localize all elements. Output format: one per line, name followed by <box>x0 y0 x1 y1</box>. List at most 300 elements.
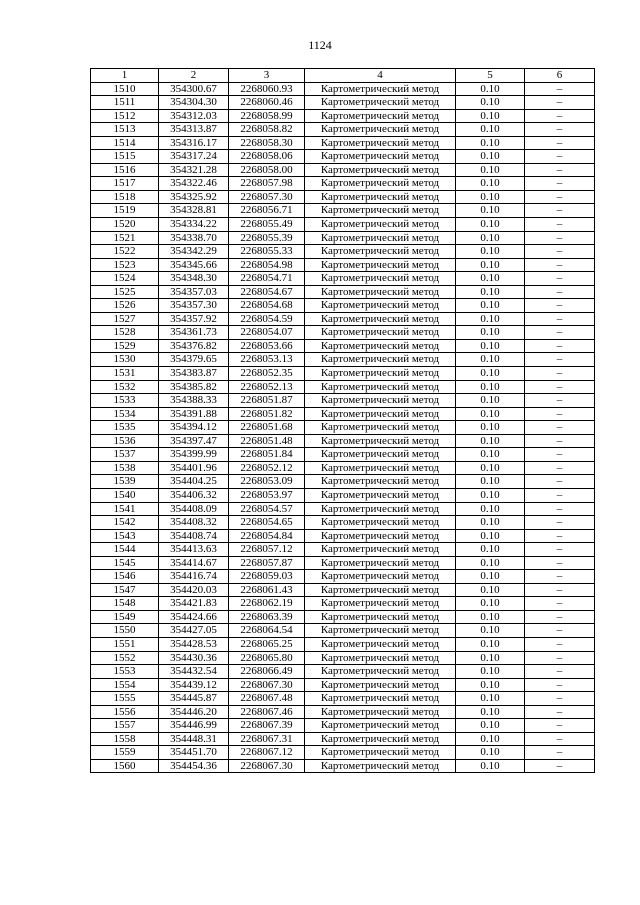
accuracy-cell: 0.10 <box>456 583 525 597</box>
x-coordinate-cell: 354424.66 <box>159 610 229 624</box>
y-coordinate-cell: 2268052.35 <box>229 367 305 381</box>
x-coordinate-cell: 354408.74 <box>159 529 229 543</box>
table-row <box>91 109 595 123</box>
method-cell: Картометрический метод <box>305 637 456 651</box>
table-row <box>91 258 595 272</box>
description-cell: – <box>525 326 595 340</box>
point-number-cell: 1531 <box>91 367 159 381</box>
point-number-cell: 1546 <box>91 570 159 584</box>
description-cell: – <box>525 488 595 502</box>
point-number-cell: 1538 <box>91 461 159 475</box>
x-coordinate-cell: 354357.03 <box>159 285 229 299</box>
accuracy-cell: 0.10 <box>456 448 525 462</box>
x-coordinate-cell: 354445.87 <box>159 692 229 706</box>
accuracy-cell: 0.10 <box>456 218 525 232</box>
accuracy-cell: 0.10 <box>456 82 525 96</box>
table-row <box>91 272 595 286</box>
point-number-cell: 1533 <box>91 394 159 408</box>
table-row <box>91 705 595 719</box>
description-cell: – <box>525 245 595 259</box>
method-cell: Картометрический метод <box>305 597 456 611</box>
accuracy-cell: 0.10 <box>456 150 525 164</box>
x-coordinate-cell: 354446.99 <box>159 719 229 733</box>
accuracy-cell: 0.10 <box>456 475 525 489</box>
description-cell: – <box>525 353 595 367</box>
x-coordinate-cell: 354379.65 <box>159 353 229 367</box>
y-coordinate-cell: 2268052.13 <box>229 380 305 394</box>
y-coordinate-cell: 2268067.12 <box>229 746 305 760</box>
accuracy-cell: 0.10 <box>456 488 525 502</box>
point-number-cell: 1535 <box>91 421 159 435</box>
method-cell: Картометрический метод <box>305 380 456 394</box>
y-coordinate-cell: 2268054.68 <box>229 299 305 313</box>
description-cell: – <box>525 96 595 110</box>
x-coordinate-cell: 354357.30 <box>159 299 229 313</box>
x-coordinate-cell: 354454.36 <box>159 759 229 773</box>
description-cell: – <box>525 732 595 746</box>
y-coordinate-cell: 2268054.65 <box>229 516 305 530</box>
accuracy-cell: 0.10 <box>456 258 525 272</box>
method-cell: Картометрический метод <box>305 719 456 733</box>
table-row <box>91 326 595 340</box>
method-cell: Картометрический метод <box>305 218 456 232</box>
y-coordinate-cell: 2268058.06 <box>229 150 305 164</box>
x-coordinate-cell: 354383.87 <box>159 367 229 381</box>
coordinates-table <box>90 68 595 773</box>
point-number-cell: 1528 <box>91 326 159 340</box>
x-coordinate-cell: 354430.36 <box>159 651 229 665</box>
method-cell: Картометрический метод <box>305 488 456 502</box>
accuracy-cell: 0.10 <box>456 759 525 773</box>
accuracy-cell: 0.10 <box>456 637 525 651</box>
accuracy-cell: 0.10 <box>456 651 525 665</box>
table-row <box>91 190 595 204</box>
point-number-cell: 1527 <box>91 312 159 326</box>
accuracy-cell: 0.10 <box>456 272 525 286</box>
method-cell: Картометрический метод <box>305 759 456 773</box>
y-coordinate-cell: 2268067.48 <box>229 692 305 706</box>
method-cell: Картометрический метод <box>305 556 456 570</box>
method-cell: Картометрический метод <box>305 583 456 597</box>
y-coordinate-cell: 2268054.07 <box>229 326 305 340</box>
point-number-cell: 1549 <box>91 610 159 624</box>
x-coordinate-cell: 354439.12 <box>159 678 229 692</box>
y-coordinate-cell: 2268051.68 <box>229 421 305 435</box>
accuracy-cell: 0.10 <box>456 380 525 394</box>
y-coordinate-cell: 2268054.98 <box>229 258 305 272</box>
description-cell: – <box>525 150 595 164</box>
accuracy-cell: 0.10 <box>456 394 525 408</box>
accuracy-cell: 0.10 <box>456 96 525 110</box>
method-cell: Картометрический метод <box>305 651 456 665</box>
method-cell: Картометрический метод <box>305 163 456 177</box>
point-number-cell: 1513 <box>91 123 159 137</box>
x-coordinate-cell: 354388.33 <box>159 394 229 408</box>
accuracy-cell: 0.10 <box>456 597 525 611</box>
y-coordinate-cell: 2268054.71 <box>229 272 305 286</box>
y-coordinate-cell: 2268067.30 <box>229 759 305 773</box>
point-number-cell: 1521 <box>91 231 159 245</box>
point-number-cell: 1547 <box>91 583 159 597</box>
description-cell: – <box>525 719 595 733</box>
x-coordinate-cell: 354391.88 <box>159 407 229 421</box>
x-coordinate-cell: 354385.82 <box>159 380 229 394</box>
x-coordinate-cell: 354325.92 <box>159 190 229 204</box>
description-cell: – <box>525 502 595 516</box>
description-cell: – <box>525 218 595 232</box>
table-row <box>91 218 595 232</box>
method-cell: Картометрический метод <box>305 109 456 123</box>
method-cell: Картометрический метод <box>305 204 456 218</box>
description-cell: – <box>525 421 595 435</box>
point-number-cell: 1519 <box>91 204 159 218</box>
description-cell: – <box>525 163 595 177</box>
method-cell: Картометрический метод <box>305 434 456 448</box>
table-row <box>91 502 595 516</box>
description-cell: – <box>525 678 595 692</box>
description-cell: – <box>525 651 595 665</box>
point-number-cell: 1560 <box>91 759 159 773</box>
table-row <box>91 163 595 177</box>
x-coordinate-cell: 354420.03 <box>159 583 229 597</box>
column-header-6: 6 <box>525 69 595 83</box>
point-number-cell: 1545 <box>91 556 159 570</box>
y-coordinate-cell: 2268067.31 <box>229 732 305 746</box>
description-cell: – <box>525 516 595 530</box>
x-coordinate-cell: 354361.73 <box>159 326 229 340</box>
y-coordinate-cell: 2268051.84 <box>229 448 305 462</box>
table-row <box>91 570 595 584</box>
method-cell: Картометрический метод <box>305 475 456 489</box>
method-cell: Картометрический метод <box>305 190 456 204</box>
table-row <box>91 421 595 435</box>
description-cell: – <box>525 177 595 191</box>
y-coordinate-cell: 2268052.12 <box>229 461 305 475</box>
table-row <box>91 488 595 502</box>
accuracy-cell: 0.10 <box>456 299 525 313</box>
accuracy-cell: 0.10 <box>456 665 525 679</box>
x-coordinate-cell: 354413.63 <box>159 543 229 557</box>
accuracy-cell: 0.10 <box>456 177 525 191</box>
x-coordinate-cell: 354404.25 <box>159 475 229 489</box>
point-number-cell: 1525 <box>91 285 159 299</box>
description-cell: – <box>525 190 595 204</box>
y-coordinate-cell: 2268064.54 <box>229 624 305 638</box>
y-coordinate-cell: 2268059.03 <box>229 570 305 584</box>
y-coordinate-cell: 2268062.19 <box>229 597 305 611</box>
y-coordinate-cell: 2268061.43 <box>229 583 305 597</box>
table-row <box>91 312 595 326</box>
accuracy-cell: 0.10 <box>456 434 525 448</box>
point-number-cell: 1512 <box>91 109 159 123</box>
table-row <box>91 245 595 259</box>
point-number-cell: 1522 <box>91 245 159 259</box>
accuracy-cell: 0.10 <box>456 285 525 299</box>
description-cell: – <box>525 543 595 557</box>
accuracy-cell: 0.10 <box>456 109 525 123</box>
method-cell: Картометрический метод <box>305 299 456 313</box>
method-cell: Картометрический метод <box>305 570 456 584</box>
method-cell: Картометрический метод <box>305 529 456 543</box>
accuracy-cell: 0.10 <box>456 461 525 475</box>
y-coordinate-cell: 2268067.46 <box>229 705 305 719</box>
column-header-2: 2 <box>159 69 229 83</box>
accuracy-cell: 0.10 <box>456 204 525 218</box>
point-number-cell: 1555 <box>91 692 159 706</box>
method-cell: Картометрический метод <box>305 312 456 326</box>
method-cell: Картометрический метод <box>305 367 456 381</box>
description-cell: – <box>525 529 595 543</box>
x-coordinate-cell: 354328.81 <box>159 204 229 218</box>
method-cell: Картометрический метод <box>305 407 456 421</box>
point-number-cell: 1530 <box>91 353 159 367</box>
point-number-cell: 1554 <box>91 678 159 692</box>
accuracy-cell: 0.10 <box>456 407 525 421</box>
table-row <box>91 732 595 746</box>
y-coordinate-cell: 2268067.30 <box>229 678 305 692</box>
column-header-1: 1 <box>91 69 159 83</box>
accuracy-cell: 0.10 <box>456 502 525 516</box>
description-cell: – <box>525 272 595 286</box>
point-number-cell: 1544 <box>91 543 159 557</box>
method-cell: Картометрический метод <box>305 82 456 96</box>
x-coordinate-cell: 354317.24 <box>159 150 229 164</box>
table-row <box>91 123 595 137</box>
x-coordinate-cell: 354357.92 <box>159 312 229 326</box>
table-row <box>91 665 595 679</box>
x-coordinate-cell: 354312.03 <box>159 109 229 123</box>
x-coordinate-cell: 354448.31 <box>159 732 229 746</box>
table-row <box>91 177 595 191</box>
method-cell: Картометрический метод <box>305 502 456 516</box>
table-row <box>91 136 595 150</box>
table-row <box>91 583 595 597</box>
table-row <box>91 96 595 110</box>
accuracy-cell: 0.10 <box>456 746 525 760</box>
method-cell: Картометрический метод <box>305 353 456 367</box>
x-coordinate-cell: 354428.53 <box>159 637 229 651</box>
accuracy-cell: 0.10 <box>456 610 525 624</box>
y-coordinate-cell: 2268065.80 <box>229 651 305 665</box>
description-cell: – <box>525 665 595 679</box>
y-coordinate-cell: 2268053.09 <box>229 475 305 489</box>
description-cell: – <box>525 746 595 760</box>
method-cell: Картометрический метод <box>305 461 456 475</box>
point-number-cell: 1514 <box>91 136 159 150</box>
y-coordinate-cell: 2268053.13 <box>229 353 305 367</box>
method-cell: Картометрический метод <box>305 339 456 353</box>
x-coordinate-cell: 354376.82 <box>159 339 229 353</box>
method-cell: Картометрический метод <box>305 272 456 286</box>
description-cell: – <box>525 258 595 272</box>
description-cell: – <box>525 312 595 326</box>
x-coordinate-cell: 354408.32 <box>159 516 229 530</box>
method-cell: Картометрический метод <box>305 177 456 191</box>
x-coordinate-cell: 354397.47 <box>159 434 229 448</box>
table-row <box>91 759 595 773</box>
description-cell: – <box>525 204 595 218</box>
description-cell: – <box>525 583 595 597</box>
point-number-cell: 1523 <box>91 258 159 272</box>
y-coordinate-cell: 2268054.59 <box>229 312 305 326</box>
point-number-cell: 1552 <box>91 651 159 665</box>
accuracy-cell: 0.10 <box>456 705 525 719</box>
table-row <box>91 448 595 462</box>
y-coordinate-cell: 2268058.30 <box>229 136 305 150</box>
description-cell: – <box>525 624 595 638</box>
method-cell: Картометрический метод <box>305 123 456 137</box>
method-cell: Картометрический метод <box>305 516 456 530</box>
y-coordinate-cell: 2268066.49 <box>229 665 305 679</box>
y-coordinate-cell: 2268060.46 <box>229 96 305 110</box>
table-row <box>91 204 595 218</box>
description-cell: – <box>525 367 595 381</box>
table-row <box>91 516 595 530</box>
table-row <box>91 624 595 638</box>
x-coordinate-cell: 354414.67 <box>159 556 229 570</box>
point-number-cell: 1556 <box>91 705 159 719</box>
table-row <box>91 719 595 733</box>
description-cell: – <box>525 570 595 584</box>
x-coordinate-cell: 354342.29 <box>159 245 229 259</box>
accuracy-cell: 0.10 <box>456 353 525 367</box>
point-number-cell: 1517 <box>91 177 159 191</box>
x-coordinate-cell: 354399.99 <box>159 448 229 462</box>
table-row <box>91 651 595 665</box>
y-coordinate-cell: 2268053.97 <box>229 488 305 502</box>
point-number-cell: 1543 <box>91 529 159 543</box>
y-coordinate-cell: 2268053.66 <box>229 339 305 353</box>
table-row <box>91 367 595 381</box>
method-cell: Картометрический метод <box>305 136 456 150</box>
table-row <box>91 692 595 706</box>
point-number-cell: 1559 <box>91 746 159 760</box>
accuracy-cell: 0.10 <box>456 570 525 584</box>
y-coordinate-cell: 2268054.67 <box>229 285 305 299</box>
accuracy-cell: 0.10 <box>456 678 525 692</box>
y-coordinate-cell: 2268065.25 <box>229 637 305 651</box>
x-coordinate-cell: 354300.67 <box>159 82 229 96</box>
accuracy-cell: 0.10 <box>456 421 525 435</box>
description-cell: – <box>525 705 595 719</box>
table-row <box>91 475 595 489</box>
table-row <box>91 434 595 448</box>
x-coordinate-cell: 354416.74 <box>159 570 229 584</box>
method-cell: Картометрический метод <box>305 96 456 110</box>
description-cell: – <box>525 448 595 462</box>
point-number-cell: 1550 <box>91 624 159 638</box>
point-number-cell: 1515 <box>91 150 159 164</box>
x-coordinate-cell: 354408.09 <box>159 502 229 516</box>
description-cell: – <box>525 759 595 773</box>
x-coordinate-cell: 354334.22 <box>159 218 229 232</box>
x-coordinate-cell: 354421.83 <box>159 597 229 611</box>
x-coordinate-cell: 354451.70 <box>159 746 229 760</box>
column-header-3: 3 <box>229 69 305 83</box>
x-coordinate-cell: 354394.12 <box>159 421 229 435</box>
column-header-5: 5 <box>456 69 525 83</box>
accuracy-cell: 0.10 <box>456 245 525 259</box>
y-coordinate-cell: 2268055.49 <box>229 218 305 232</box>
description-cell: – <box>525 610 595 624</box>
table-row <box>91 299 595 313</box>
x-coordinate-cell: 354406.32 <box>159 488 229 502</box>
accuracy-cell: 0.10 <box>456 190 525 204</box>
method-cell: Картометрический метод <box>305 732 456 746</box>
y-coordinate-cell: 2268051.87 <box>229 394 305 408</box>
accuracy-cell: 0.10 <box>456 367 525 381</box>
method-cell: Картометрический метод <box>305 543 456 557</box>
description-cell: – <box>525 597 595 611</box>
point-number-cell: 1540 <box>91 488 159 502</box>
page-number: 1124 <box>308 38 332 52</box>
accuracy-cell: 0.10 <box>456 543 525 557</box>
table-row <box>91 394 595 408</box>
accuracy-cell: 0.10 <box>456 163 525 177</box>
point-number-cell: 1529 <box>91 339 159 353</box>
description-cell: – <box>525 231 595 245</box>
table-row <box>91 461 595 475</box>
method-cell: Картометрический метод <box>305 678 456 692</box>
description-cell: – <box>525 637 595 651</box>
table-row <box>91 746 595 760</box>
accuracy-cell: 0.10 <box>456 339 525 353</box>
method-cell: Картометрический метод <box>305 326 456 340</box>
y-coordinate-cell: 2268063.39 <box>229 610 305 624</box>
y-coordinate-cell: 2268067.39 <box>229 719 305 733</box>
point-number-cell: 1520 <box>91 218 159 232</box>
point-number-cell: 1551 <box>91 637 159 651</box>
method-cell: Картометрический метод <box>305 394 456 408</box>
x-coordinate-cell: 354345.66 <box>159 258 229 272</box>
y-coordinate-cell: 2268057.98 <box>229 177 305 191</box>
point-number-cell: 1526 <box>91 299 159 313</box>
table-row <box>91 150 595 164</box>
point-number-cell: 1511 <box>91 96 159 110</box>
y-coordinate-cell: 2268057.12 <box>229 543 305 557</box>
description-cell: – <box>525 461 595 475</box>
method-cell: Картометрический метод <box>305 245 456 259</box>
table-row <box>91 407 595 421</box>
y-coordinate-cell: 2268060.93 <box>229 82 305 96</box>
point-number-cell: 1539 <box>91 475 159 489</box>
accuracy-cell: 0.10 <box>456 231 525 245</box>
point-number-cell: 1524 <box>91 272 159 286</box>
method-cell: Картометрический метод <box>305 448 456 462</box>
accuracy-cell: 0.10 <box>456 732 525 746</box>
table-row <box>91 285 595 299</box>
description-cell: – <box>525 380 595 394</box>
y-coordinate-cell: 2268054.57 <box>229 502 305 516</box>
x-coordinate-cell: 354446.20 <box>159 705 229 719</box>
column-header-4: 4 <box>305 69 456 83</box>
description-cell: – <box>525 692 595 706</box>
table-row <box>91 678 595 692</box>
table-row <box>91 543 595 557</box>
y-coordinate-cell: 2268058.00 <box>229 163 305 177</box>
table-row <box>91 610 595 624</box>
table-row <box>91 529 595 543</box>
point-number-cell: 1553 <box>91 665 159 679</box>
point-number-cell: 1532 <box>91 380 159 394</box>
table-row <box>91 597 595 611</box>
table-row <box>91 556 595 570</box>
point-number-cell: 1510 <box>91 82 159 96</box>
y-coordinate-cell: 2268057.87 <box>229 556 305 570</box>
method-cell: Картометрический метод <box>305 610 456 624</box>
description-cell: – <box>525 434 595 448</box>
method-cell: Картометрический метод <box>305 258 456 272</box>
